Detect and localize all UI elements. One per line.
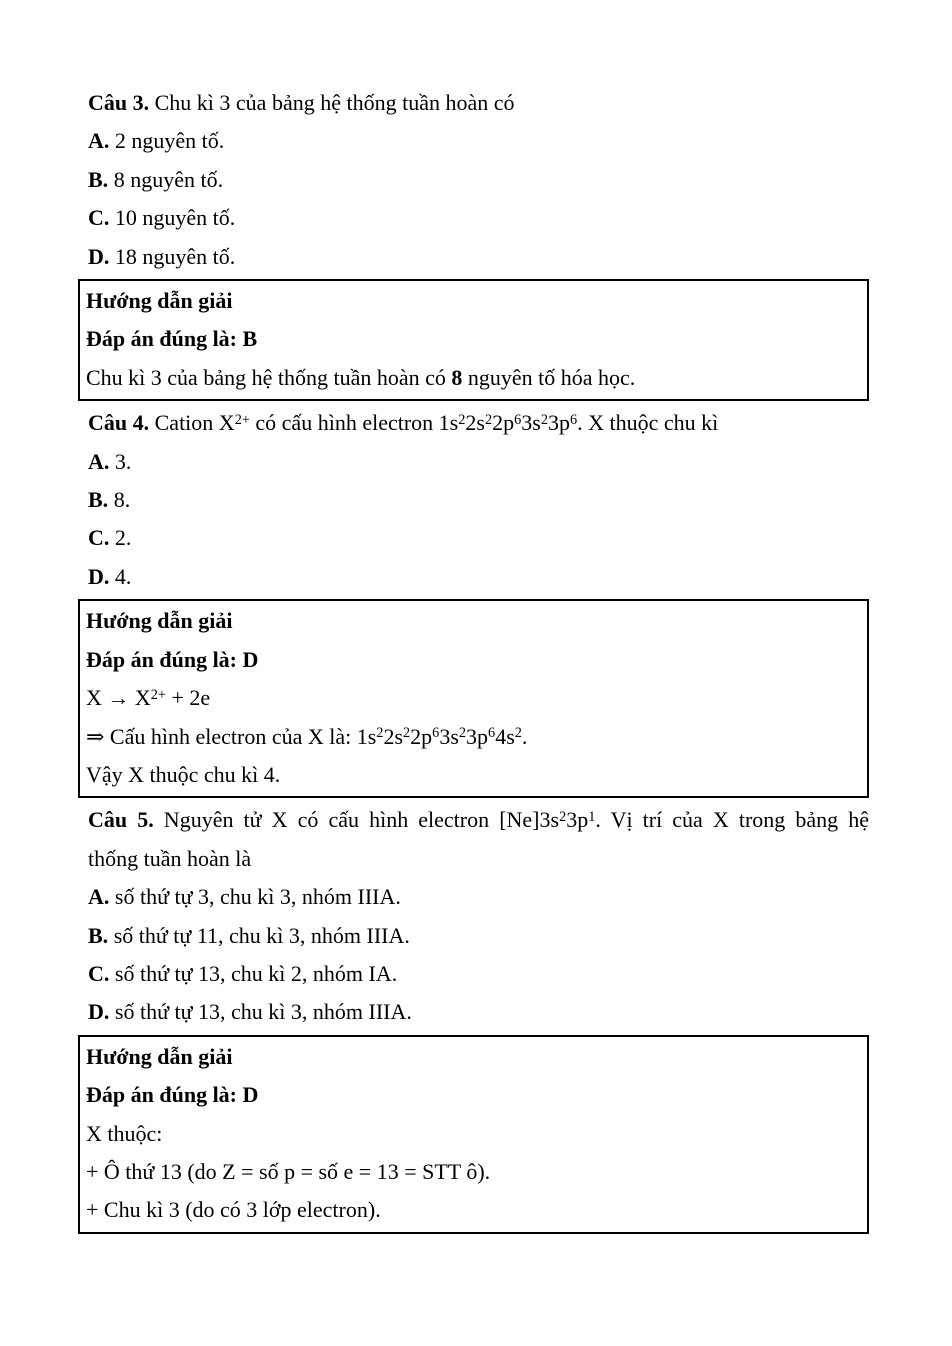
solution-3-answer-run-0: Đáp án đúng là: B: [86, 326, 258, 352]
question-5-option-d-run-0: D.: [88, 999, 110, 1025]
question-3-option-d-run-1: 18 nguyên tố.: [109, 243, 236, 269]
question-3-option-d-run-0: D.: [88, 243, 110, 269]
solution-3-answer: [86, 320, 862, 358]
question-4-title-run-10: 2: [540, 411, 548, 428]
question-5-option-d-run-1: số thứ tự 13, chu kì 3, nhóm IIIA.: [109, 999, 412, 1025]
question-5-title-line-1-run-5: . Vị trí của X trong bảng hệ: [595, 807, 870, 833]
question-3-option-b-run-0: B.: [88, 166, 109, 192]
question-5-option-a-run-1: số thứ tự 3, chu kì 3, nhóm IIIA.: [109, 884, 401, 910]
question-5-option-c-run-1: số thứ tự 13, chu kì 2, nhóm IA.: [109, 960, 398, 986]
solution-4-step-1: [86, 679, 862, 717]
solution-3-explanation: [86, 359, 862, 397]
question-5-option-b-run-0: B.: [88, 922, 109, 948]
solution-4-conclusion-run-0: Vậy X thuộc chu kì 4.: [86, 761, 281, 787]
question-5-option-b-run-1: số thứ tự 11, chu kì 3, nhóm IIIA.: [108, 922, 410, 948]
question-3-option-b: [88, 161, 869, 199]
question-5-title-line-2-run-0: thống tuần hoàn là: [88, 845, 252, 871]
question-4-title-run-8: 6: [514, 411, 522, 428]
solution-4-step-2-run-0: ⇒ Cấu hình electron của X là: 1s: [86, 723, 377, 749]
solution-5-line-1-run-0: X thuộc:: [86, 1120, 163, 1146]
solution-5-line-3-run-0: + Chu kì 3 (do có 3 lớp electron).: [86, 1197, 381, 1223]
question-4-title-run-9: 3s: [521, 410, 541, 436]
question-4-title-run-3: có cấu hình electron 1s: [249, 410, 459, 436]
question-4-option-b-run-0: B.: [88, 487, 109, 513]
solution-4-step-2-run-5: 6: [432, 725, 440, 742]
solution-4-step-1-run-2: + 2e: [166, 685, 211, 711]
solution-4-step-1-run-0: X → X: [86, 685, 151, 711]
solution-4-step-2-run-4: 2p: [410, 723, 433, 749]
solution-4-step-2-run-11: 2: [514, 725, 522, 742]
question-4-title-run-13: . X thuộc chu kì: [577, 410, 719, 436]
question-3-option-b-run-1: 8 nguyên tố.: [108, 166, 224, 192]
solution-4-conclusion: [86, 756, 862, 794]
solution-5-heading-run-0: Hướng dẫn giải: [86, 1043, 233, 1069]
solution-3-explanation-run-2: nguyên tố hóa học.: [462, 364, 636, 390]
solution-5-line-2: [86, 1153, 862, 1191]
question-5-title-line-2: [88, 840, 869, 878]
solution-4-step-2-run-12: .: [521, 723, 528, 749]
solution-4-step-2-run-2: 2s: [383, 723, 404, 749]
question-4-option-d: [88, 558, 869, 596]
question-3-title: [88, 84, 869, 122]
solution-5-line-2-run-0: + Ô thứ 13 (do Z = số p = số e = 13 = STT ô).: [86, 1158, 491, 1184]
solution-4-heading: [86, 602, 862, 640]
solution-4-step-2-run-1: 2: [376, 725, 384, 742]
question-4-title-run-1: Cation X: [149, 410, 235, 436]
question-4-title-run-7: 2p: [492, 410, 515, 436]
question-5-option-a: [88, 878, 869, 916]
question-4-title-run-11: 3p: [547, 410, 570, 436]
solution-5-line-1: [86, 1115, 862, 1153]
solution-4-step-2-run-7: 2: [458, 725, 467, 742]
question-4-title-run-12: 6: [569, 411, 578, 428]
question-3-option-a: [88, 122, 869, 160]
solution-3-heading: [86, 282, 862, 320]
question-5-option-c: [88, 955, 869, 993]
question-3: [88, 84, 869, 276]
solution-3-explanation-run-0: Chu kì 3 của bảng hệ thống tuần hoàn có: [86, 364, 452, 390]
question-4-option-a: [88, 443, 869, 481]
question-3-title-run-0: Câu 3.: [88, 90, 150, 115]
question-3-option-a-run-1: 2 nguyên tố.: [109, 128, 225, 154]
solution-4-step-2: [86, 718, 862, 756]
question-4-option-c-run-1: 2.: [109, 525, 132, 551]
solution-4-step-2-run-6: 3s: [439, 723, 459, 749]
solution-4-step-1-run-1: 2+: [150, 686, 166, 703]
question-5-title-line-1-run-2: 2: [559, 808, 567, 825]
question-4: [88, 404, 869, 596]
solution-3-explanation-run-1: 8: [451, 364, 463, 390]
question-5-option-a-run-0: A.: [88, 884, 110, 910]
question-5-option-d: [88, 993, 869, 1031]
solution-4-step-2-run-9: 6: [488, 725, 496, 742]
solution-5-answer: [86, 1076, 862, 1114]
question-3-title-run-1: Chu kì 3 của bảng hệ thống tuần hoàn có: [149, 90, 515, 115]
question-5-title-line-1-run-1: Nguyên tử X có cấu hình electron [Ne]3s: [153, 807, 560, 833]
question-4-option-b: [88, 481, 869, 519]
question-3-option-a-run-0: A.: [88, 128, 110, 154]
question-5-title-line-1: [88, 801, 869, 839]
solution-4-answer: [86, 641, 862, 679]
solution-4-answer-run-0: Đáp án đúng là: D: [86, 646, 259, 672]
solution-3: [78, 279, 869, 401]
question-3-option-c-run-0: C.: [88, 205, 110, 231]
solution-4-step-2-run-3: 2: [403, 725, 411, 742]
question-5-title-line-1-run-4: 1: [588, 808, 596, 825]
solution-4: [78, 599, 869, 798]
question-3-option-c: [88, 199, 869, 237]
question-4-option-a-run-1: 3.: [109, 448, 132, 474]
question-4-option-d-run-0: D.: [88, 563, 110, 589]
solution-4-step-2-run-10: 4s: [495, 723, 515, 749]
document-content: [88, 84, 869, 1234]
question-4-option-d-run-1: 4.: [109, 563, 132, 589]
question-5: [88, 801, 869, 1031]
question-5-title-line-1-run-3: 3p: [566, 807, 589, 833]
solution-4-step-2-run-8: 3p: [466, 723, 489, 749]
question-4-title-run-5: 2s: [465, 410, 485, 436]
question-5-option-b: [88, 917, 869, 955]
question-4-option-b-run-1: 8.: [108, 487, 131, 513]
solution-5-line-3: [86, 1191, 862, 1229]
question-3-option-d: [88, 238, 869, 276]
question-4-title-run-4: 2: [458, 411, 466, 428]
solution-4-heading-run-0: Hướng dẫn giải: [86, 608, 233, 634]
question-4-option-c-run-0: C.: [88, 525, 110, 551]
question-4-title-run-2: 2+: [234, 411, 250, 428]
question-4-option-c: [88, 519, 869, 557]
solution-5-answer-run-0: Đáp án đúng là: D: [86, 1082, 259, 1108]
question-5-option-c-run-0: C.: [88, 960, 110, 986]
solution-5: [78, 1035, 869, 1234]
solution-3-heading-run-0: Hướng dẫn giải: [86, 288, 233, 314]
question-4-title: [88, 404, 869, 442]
question-5-title-line-1-run-0: Câu 5.: [88, 807, 154, 833]
question-4-title-run-0: Câu 4.: [88, 410, 150, 436]
question-4-title-run-6: 2: [484, 411, 493, 428]
solution-5-heading: [86, 1038, 862, 1076]
question-4-option-a-run-0: A.: [88, 448, 110, 474]
question-3-option-c-run-1: 10 nguyên tố.: [109, 205, 236, 231]
